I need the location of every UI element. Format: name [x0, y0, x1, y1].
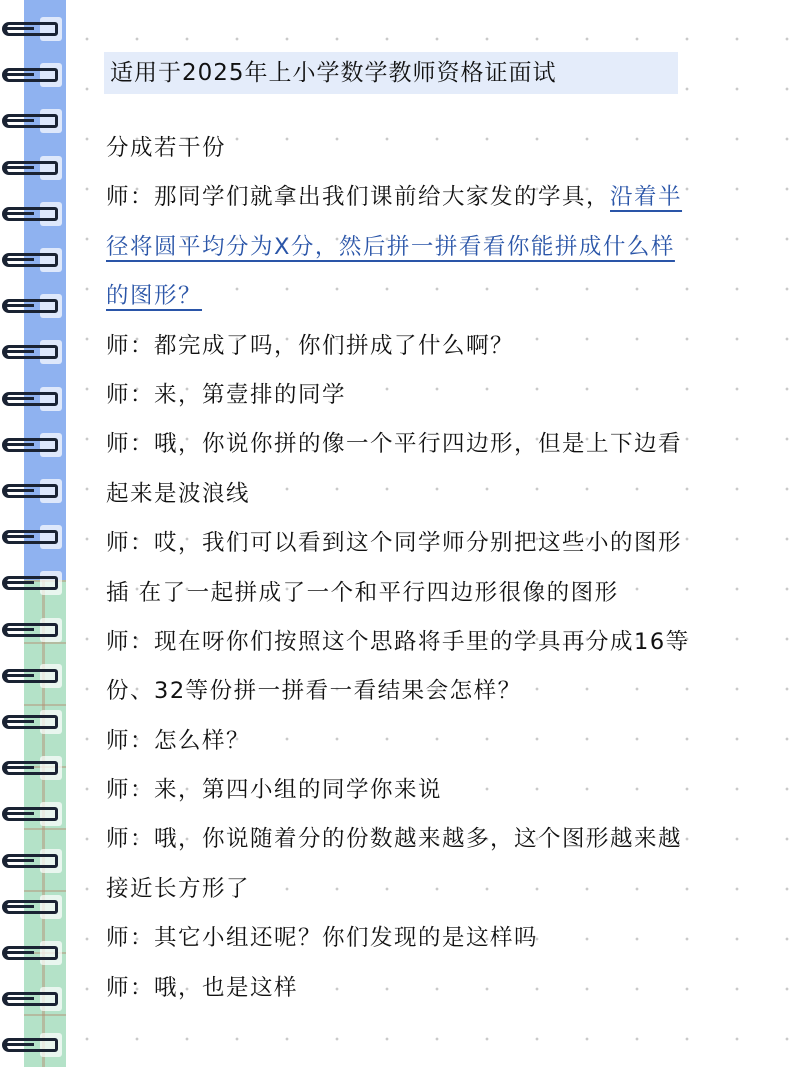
text-line: [106, 519, 776, 568]
text-line: [106, 569, 776, 618]
text-line: [106, 865, 776, 914]
spiral-ring-icon: [2, 621, 60, 641]
line-text: 师：哦，你说你拼的像一个平行四边形，但是上下边看: [106, 431, 683, 458]
spiral-ring-icon: [2, 343, 60, 363]
spiral-ring-icon: [2, 390, 60, 410]
highlighted-text: 的图形？: [106, 283, 203, 310]
spiral-ring-icon: [2, 436, 60, 456]
spiral-ring-icon: [2, 759, 60, 779]
document-body: [106, 124, 776, 1013]
spiral-ring-icon: [2, 528, 60, 548]
spiral-ring-icon: [2, 805, 60, 825]
line-text: 师：哦，也是这样: [106, 974, 299, 1001]
text-line: [106, 618, 776, 667]
spiral-ring-icon: [2, 112, 60, 132]
text-line: [106, 470, 776, 519]
line-text: 师：哦，你说随着分的份数越来越多，这个图形越来越: [106, 826, 683, 853]
line-text: 师：来，第壹排的同学: [106, 381, 347, 408]
spiral-ring-icon: [2, 574, 60, 594]
line-text: 师：都完成了吗，你们拼成了什么啊？: [106, 332, 515, 359]
text-line: [106, 964, 776, 1013]
spiral-ring-icon: [2, 944, 60, 964]
spiral-ring-icon: [2, 20, 60, 40]
line-text: 师：现在呀你们按照这个思路将手里的学具再分成16等: [106, 628, 690, 655]
spiral-ring-icon: [2, 297, 60, 317]
line-text: 师：哎，我们可以看到这个同学师分别把这些小的图形: [106, 530, 683, 557]
highlighted-text: 沿着半: [610, 184, 683, 211]
page-title: 适用于2025年上小学数学教师资格证面试: [104, 52, 678, 94]
spiral-ring-icon: [2, 205, 60, 225]
text-line: [106, 914, 776, 963]
spiral-ring-icon: [2, 898, 60, 918]
text-line: [106, 815, 776, 864]
spiral-ring-icon: [2, 482, 60, 502]
spiral-ring-icon: [2, 667, 60, 687]
line-text: 分成若干份: [106, 135, 227, 161]
text-line: [106, 173, 776, 222]
line-text: 师：那同学们就拿出我们课前给大家发的学具，: [106, 184, 611, 211]
line-text: 师：来，第四小组的同学你来说: [106, 777, 443, 804]
spiral-ring-icon: [2, 1036, 60, 1056]
spiral-ring-icon: [2, 713, 60, 733]
line-text: 份、32等份拼一拼看一看结果会怎样？: [106, 678, 522, 705]
text-line: [106, 223, 776, 272]
line-text: 接近长方形了: [106, 875, 251, 902]
line-text: 插 在了一起拼成了一个和平行四边形很像的图形: [106, 579, 619, 606]
line-text: 师：其它小组还呢？你们发现的是这样吗: [106, 925, 539, 952]
spiral-ring-icon: [2, 852, 60, 872]
spiral-ring-icon: [2, 66, 60, 86]
text-line: [106, 667, 776, 716]
text-line: [106, 124, 776, 173]
text-line: [106, 322, 776, 371]
text-line: [106, 717, 776, 766]
text-line: [106, 371, 776, 420]
spiral-ring-icon: [2, 251, 60, 271]
text-line: [106, 420, 776, 469]
text-line: [106, 272, 776, 321]
text-line: [106, 766, 776, 815]
line-text: 起来是波浪线: [106, 480, 251, 507]
highlighted-text: 径将圆平均分为X分，然后拼一拼看看你能拼成什么样: [106, 233, 675, 260]
line-text: 师：怎么样？: [106, 727, 251, 754]
spiral-ring-icon: [2, 159, 60, 179]
spiral-ring-icon: [2, 990, 60, 1010]
